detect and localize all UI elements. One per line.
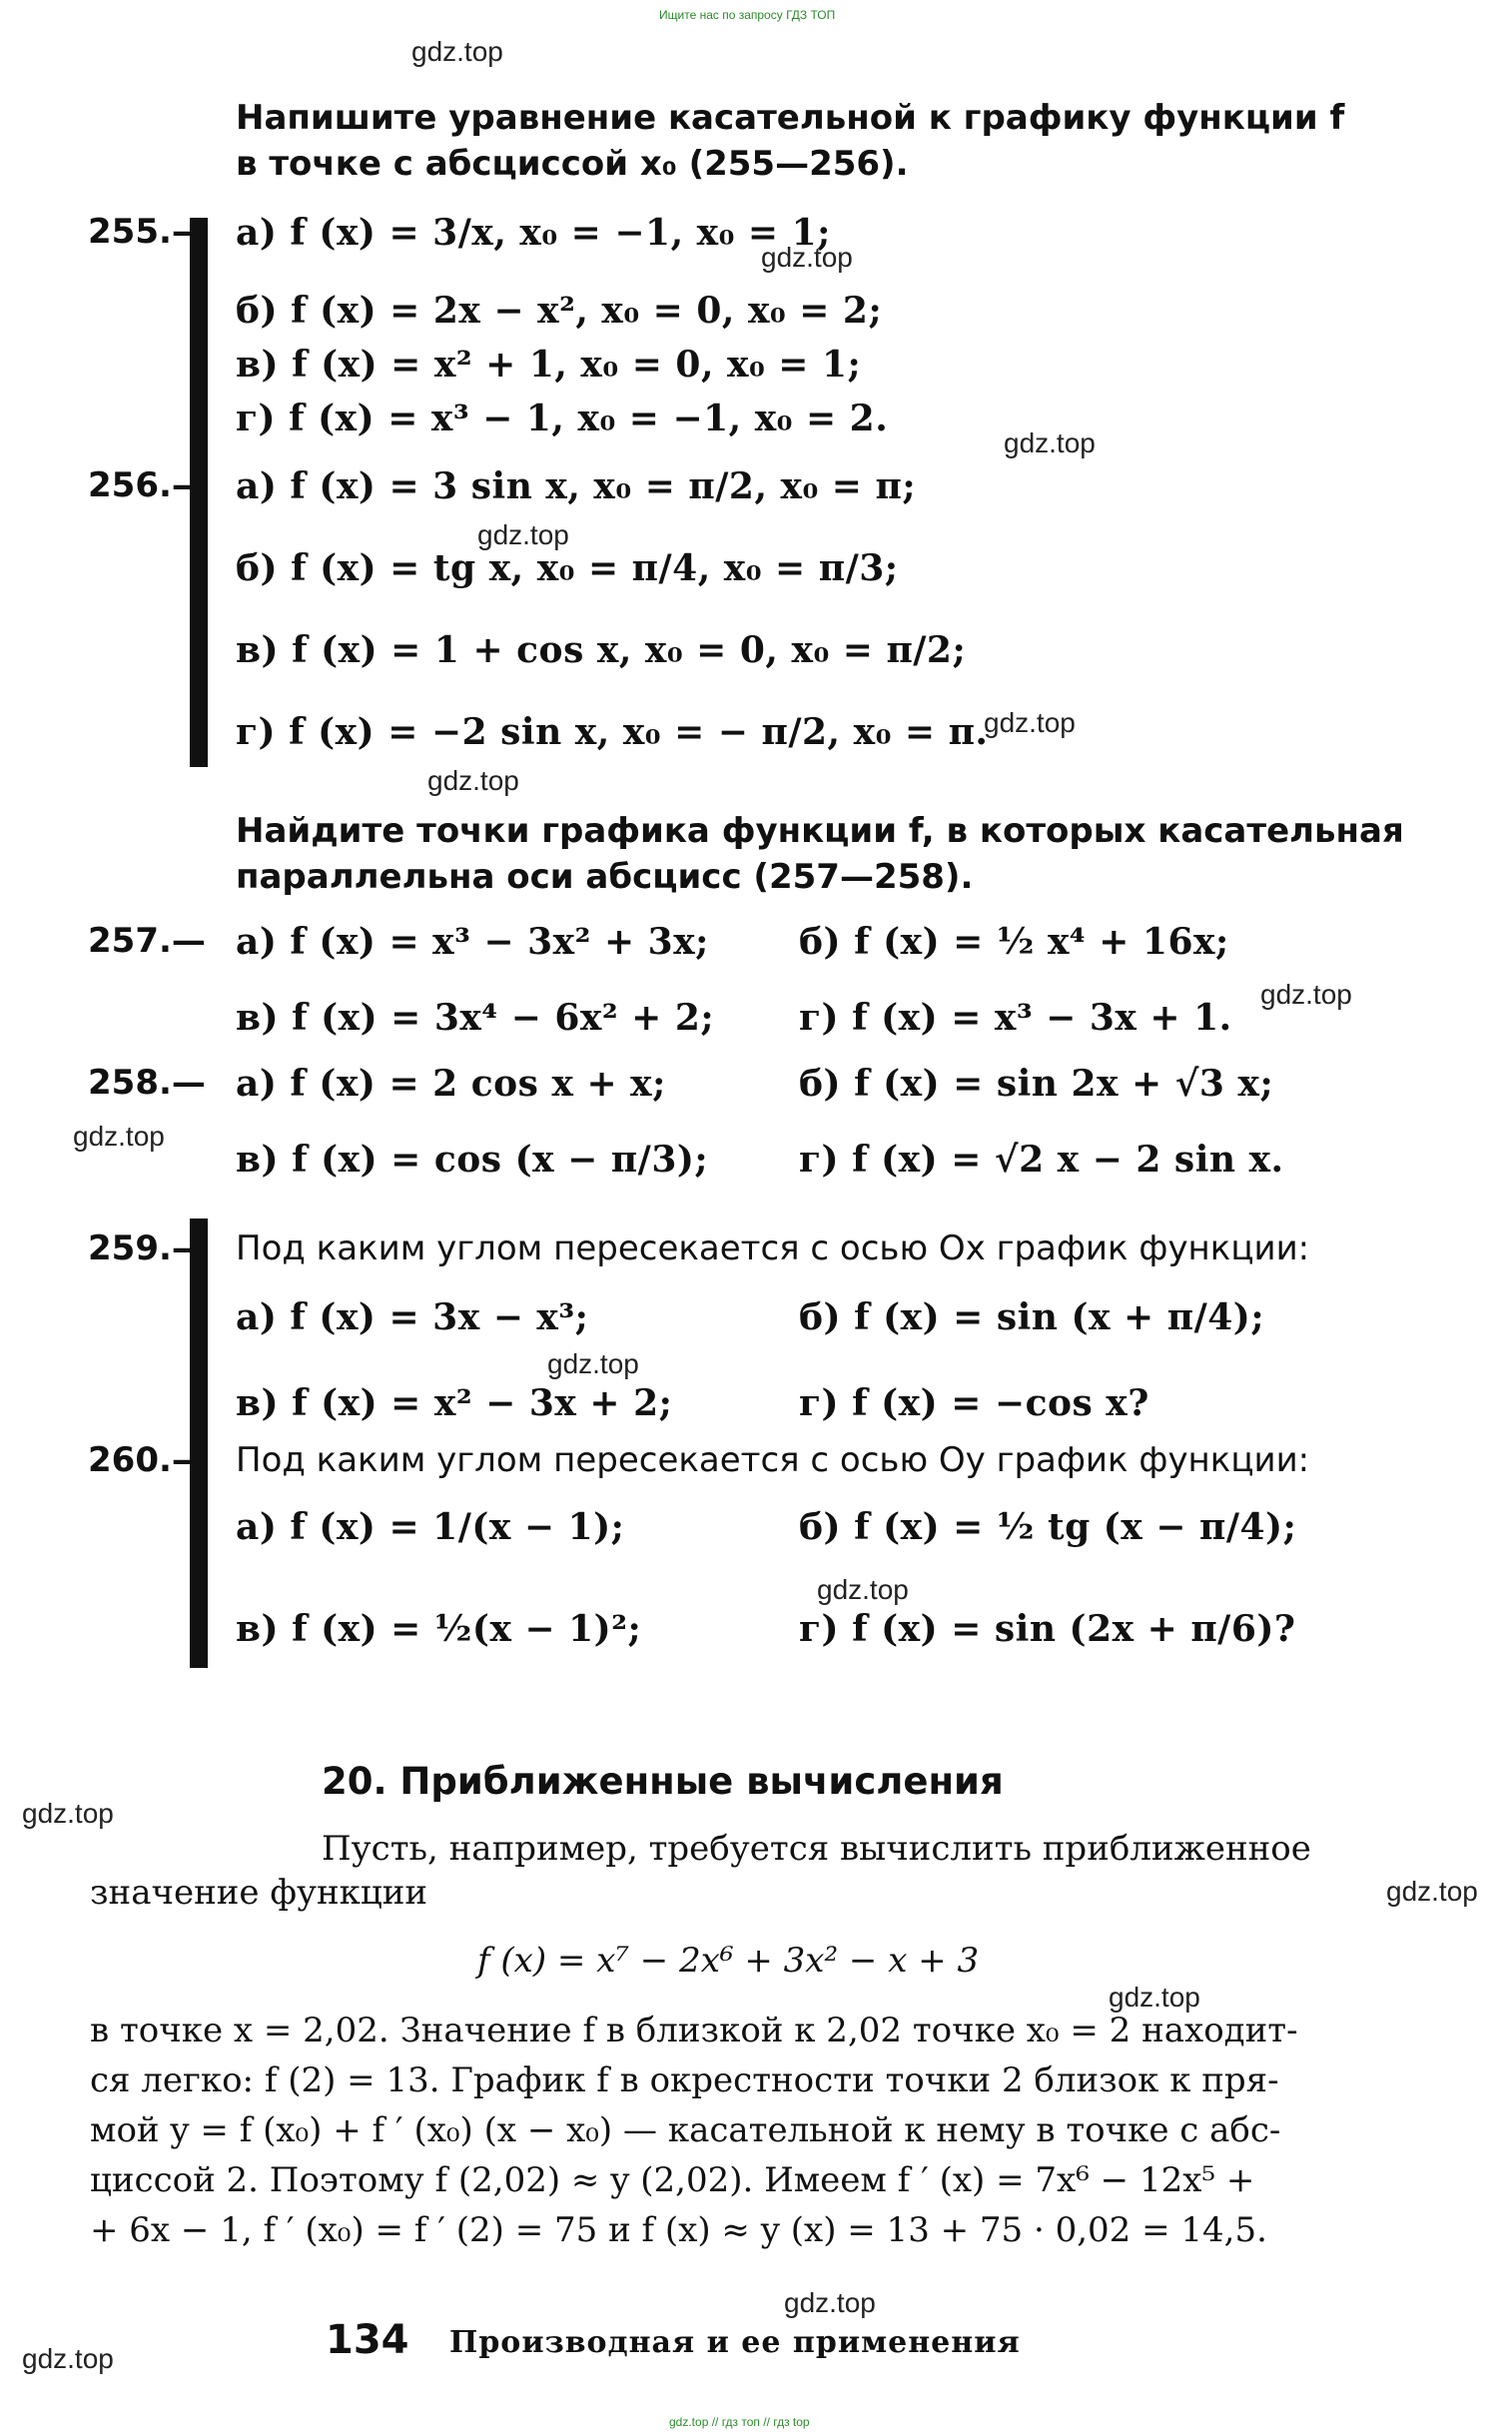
task-item: б) f (x) = sin (x + π/4); — [799, 1296, 1265, 1338]
page-number: 134 — [326, 2317, 409, 2363]
chapter-title: Производная и ее применения — [449, 2325, 1021, 2360]
paragraph-line: значение функции — [90, 1873, 428, 1913]
instruction-text: Найдите точки графика функции f, в которых касательная — [236, 811, 1404, 851]
task-item: в) f (x) = x² − 3x + 2; — [236, 1382, 673, 1424]
instruction-text: параллельна оси абсцисс (257—258). — [236, 857, 974, 897]
watermark: gdz.top — [427, 765, 519, 796]
watermark: gdz.top — [1109, 1982, 1200, 2013]
paragraph-line: Пусть, например, требуется вычислить приближенное — [322, 1829, 1311, 1869]
task-number: 257.— — [88, 921, 206, 961]
section-title: 20. Приближенные вычисления — [322, 1760, 1004, 1803]
task-item: г) f (x) = x³ − 3x + 1. — [799, 997, 1232, 1039]
task-item: в) f (x) = cos (x − π/3); — [236, 1139, 709, 1181]
watermark: gdz.top — [547, 1348, 639, 1379]
task-item: в) f (x) = 3x⁴ − 6x² + 2; — [236, 997, 715, 1039]
task-item: б) f (x) = ½ x⁴ + 16x; — [799, 921, 1229, 963]
watermark: gdz.top — [73, 1121, 165, 1152]
task-item: г) f (x) = x³ − 1, x₀ = −1, x₀ = 2. — [236, 398, 889, 439]
watermark: gdz.top — [1386, 1876, 1478, 1907]
task-question: Под каким углом пересекается с осью Oy график функции: — [236, 1440, 1310, 1480]
watermark: gdz.top — [1260, 979, 1352, 1010]
paragraph-line: в точке x = 2,02. Значение f в близкой к 2,02 точке x₀ = 2 находит- — [90, 2011, 1298, 2050]
task-number: 258.— — [88, 1063, 206, 1103]
watermark: gdz.top — [817, 1574, 909, 1605]
task-number: 255.— — [88, 212, 206, 252]
task-number: 260.— — [88, 1440, 206, 1480]
paragraph-line: циссой 2. Поэтому f (2,02) ≈ y (2,02). Имеем f ′ (x) = 7x⁶ − 12x⁵ + — [90, 2160, 1255, 2200]
watermark: gdz.top — [784, 2287, 876, 2318]
task-item: б) f (x) = ½ tg (x − π/4); — [799, 1506, 1297, 1548]
watermark: gdz.top — [984, 707, 1076, 738]
watermark: gdz.top — [761, 242, 853, 273]
watermark: gdz.top — [411, 36, 503, 67]
watermark: gdz.top — [1004, 427, 1096, 458]
task-item: г) f (x) = −2 sin x, x₀ = − π/2, x₀ = π. — [236, 711, 989, 753]
task-item: в) f (x) = x² + 1, x₀ = 0, x₀ = 1; — [236, 344, 862, 386]
task-item: а) f (x) = 1/(x − 1); — [236, 1506, 625, 1548]
paragraph-line: ся легко: f (2) = 13. График f в окрестности точки 2 близок к пря- — [90, 2060, 1279, 2100]
paragraph-line: + 6x − 1, f ′ (x₀) = f ′ (2) = 75 и f (x) ≈ y (x) = 13 + 75 · 0,02 = 14,5. — [90, 2210, 1267, 2250]
paragraph-line: мой y = f (x₀) + f ′ (x₀) (x − x₀) — касательной к нему в точке с абс- — [90, 2110, 1281, 2150]
task-number: 259.— — [88, 1228, 206, 1268]
task-item: а) f (x) = x³ − 3x² + 3x; — [236, 921, 709, 963]
task-question: Под каким углом пересекается с осью Ox график функции: — [236, 1228, 1310, 1268]
task-item: б) f (x) = tg x, x₀ = π/4, x₀ = π/3; — [236, 547, 899, 589]
watermark: gdz.top — [477, 519, 569, 550]
task-item: в) f (x) = 1 + cos x, x₀ = 0, x₀ = π/2; — [236, 629, 967, 671]
task-item: а) f (x) = 3/x, x₀ = −1, x₀ = 1; — [236, 212, 831, 254]
task-item: в) f (x) = ½(x − 1)²; — [236, 1608, 642, 1650]
watermark: gdz.top — [22, 1798, 114, 1829]
task-item: б) f (x) = sin 2x + √3 x; — [799, 1063, 1274, 1105]
task-item: а) f (x) = 2 cos x + x; — [236, 1063, 666, 1105]
task-item: г) f (x) = √2 x − 2 sin x. — [799, 1139, 1284, 1181]
instruction-text: Напишите уравнение касательной к графику функции f — [236, 98, 1345, 138]
task-item: г) f (x) = −cos x? — [799, 1382, 1149, 1424]
task-number: 256.— — [88, 465, 206, 505]
task-item: а) f (x) = 3x − x³; — [236, 1296, 589, 1338]
top-note: Ищите нас по запросу ГДЗ ТОП — [659, 8, 836, 22]
task-item: г) f (x) = sin (2x + π/6)? — [799, 1608, 1296, 1650]
task-item: б) f (x) = 2x − x², x₀ = 0, x₀ = 2; — [236, 290, 883, 332]
instruction-text: в точке с абсциссой x₀ (255—256). — [236, 144, 909, 184]
watermark: gdz.top — [22, 2343, 114, 2374]
task-item: а) f (x) = 3 sin x, x₀ = π/2, x₀ = π; — [236, 465, 917, 507]
bottom-note: gdz.top // гдз топ // гдз top — [669, 2415, 810, 2429]
formula: f (x) = x⁷ − 2x⁶ + 3x² − x + 3 — [477, 1941, 980, 1981]
